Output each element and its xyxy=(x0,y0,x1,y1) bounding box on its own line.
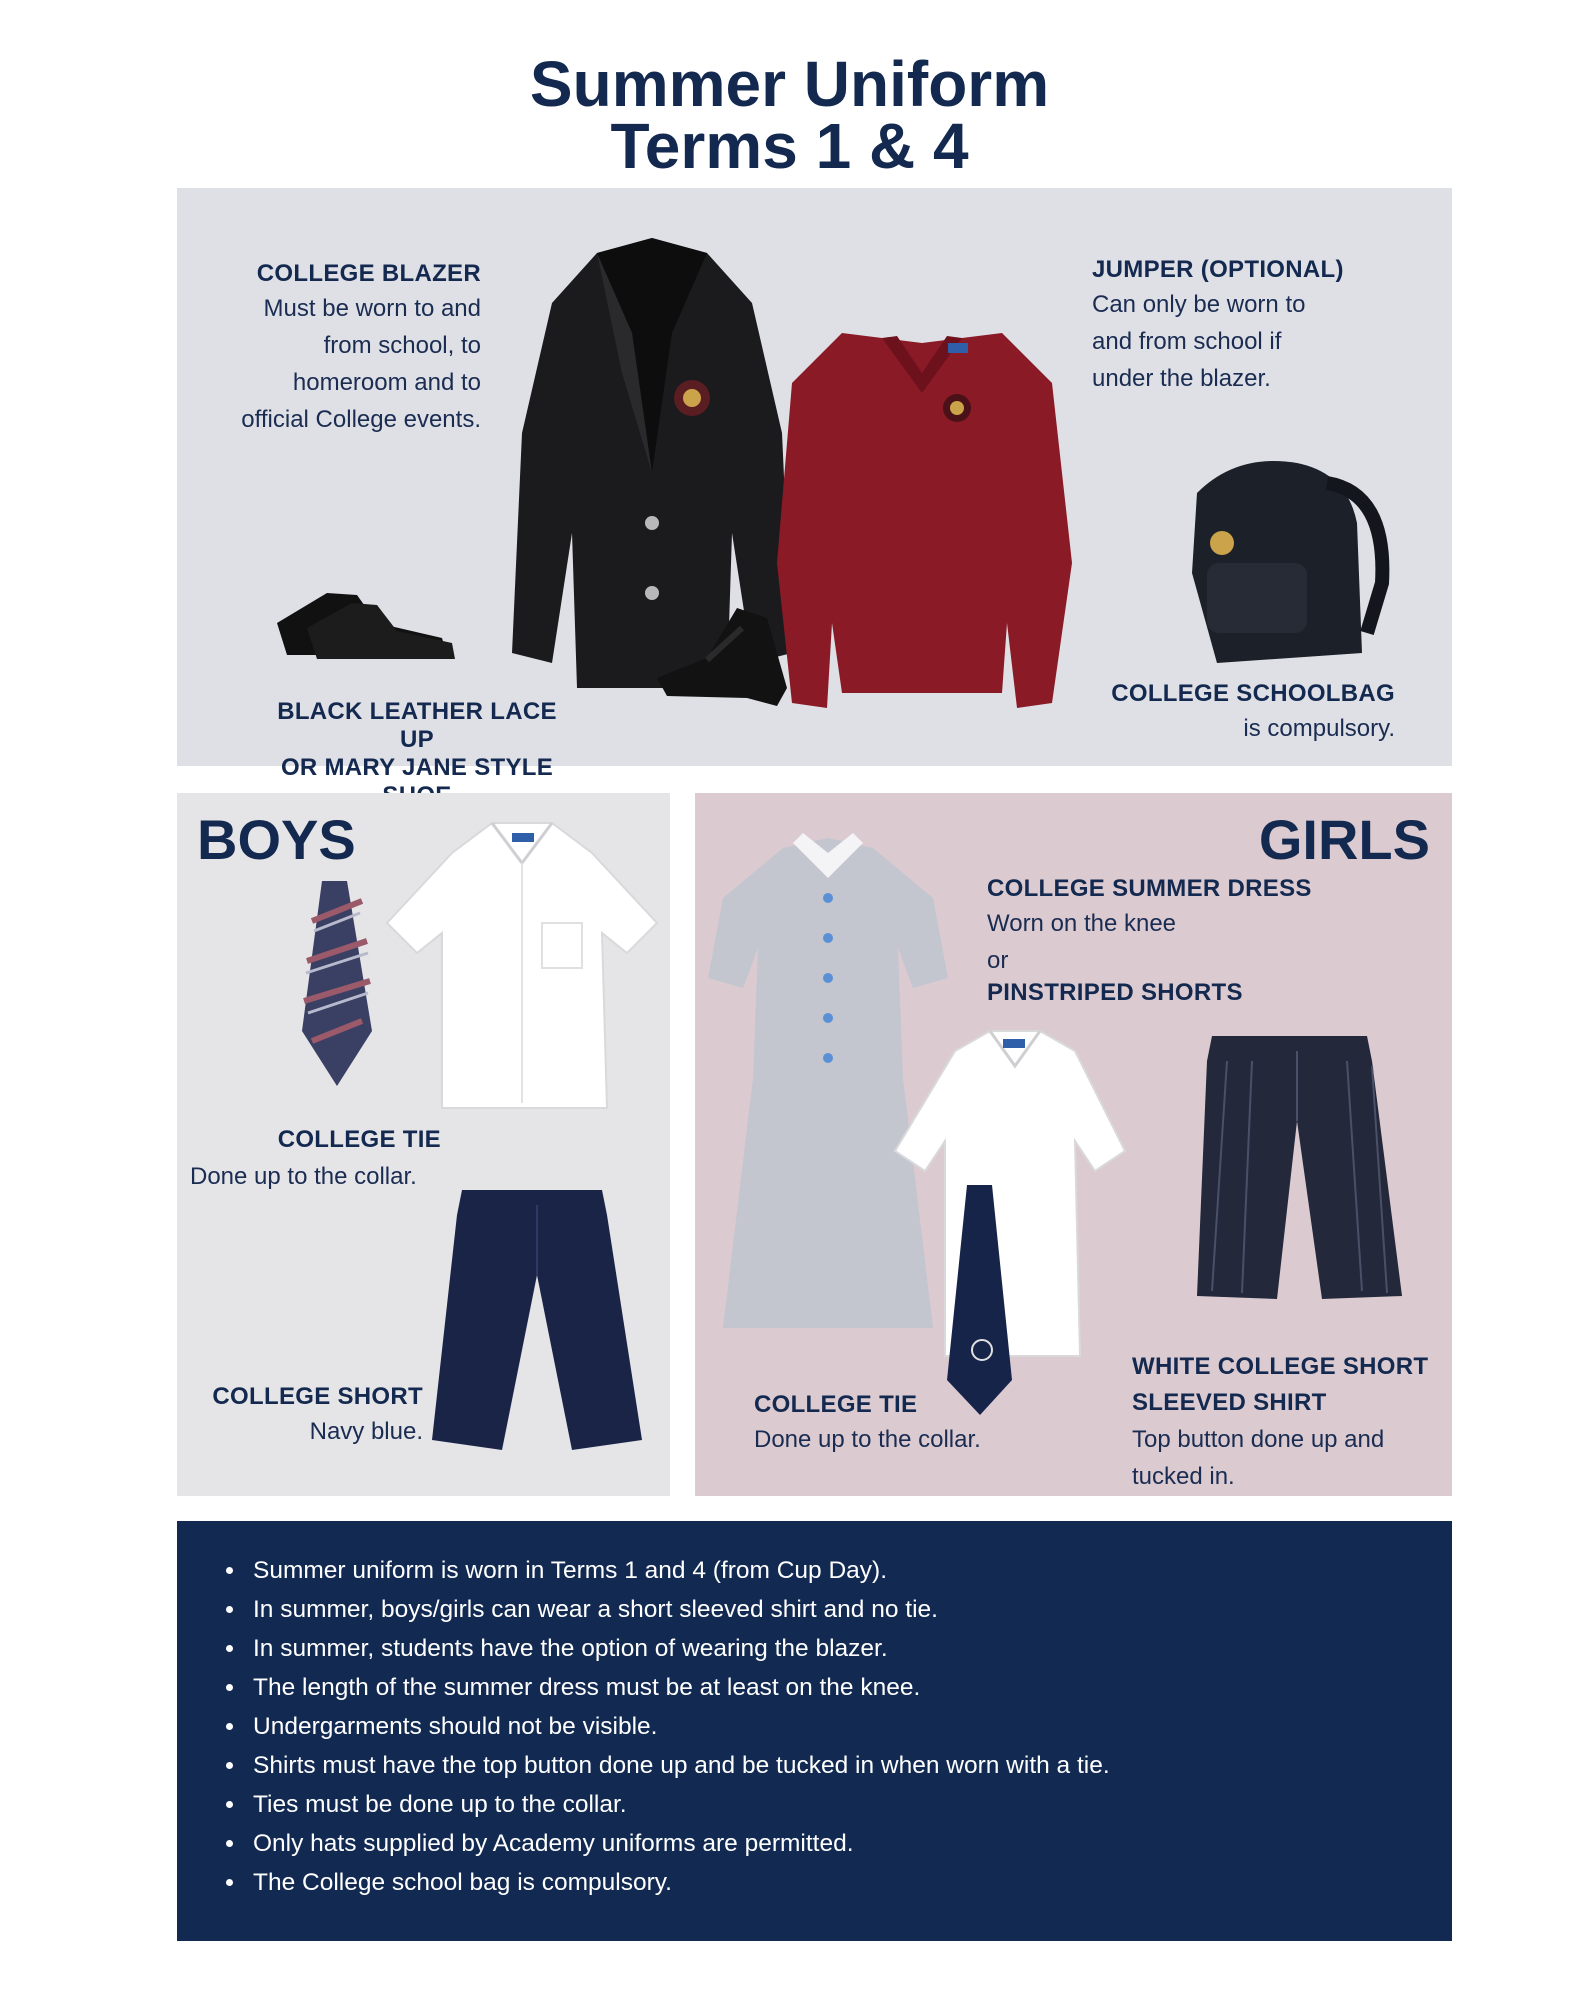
note-item: • In summer, boys/girls can wear a short sleeved shirt and no tie. xyxy=(247,1590,1427,1629)
girls-shirt-text-2: tucked in. xyxy=(1132,1463,1235,1490)
girls-tie-label: COLLEGE TIE xyxy=(754,1391,918,1418)
girls-shirt-text-1: Top button done up and xyxy=(1132,1426,1385,1453)
boys-shirt-icon xyxy=(382,813,662,1113)
pinstriped-shorts-icon xyxy=(1197,1031,1402,1301)
boys-tie-label: COLLEGE TIE xyxy=(277,1126,441,1153)
dress-label: COLLEGE SUMMER DRESS xyxy=(987,875,1312,902)
jumper-label: JUMPER (OPTIONAL) xyxy=(1092,256,1344,283)
mary-jane-shoe-icon xyxy=(647,598,797,708)
blazer-text-4: official College events. xyxy=(241,406,481,433)
boys-short-label: COLLEGE SHORT xyxy=(212,1383,423,1410)
girls-panel xyxy=(695,793,1452,1496)
boys-tie-text: Done up to the collar. xyxy=(190,1163,417,1190)
shoes-icon xyxy=(267,583,457,663)
jumper-icon xyxy=(772,323,1072,723)
jumper-text-2: and from school if xyxy=(1092,328,1282,355)
schoolbag-icon xyxy=(1177,453,1387,673)
boys-short-text: Navy blue. xyxy=(309,1418,423,1445)
blazer-text-1: Must be worn to and xyxy=(263,295,481,322)
boys-panel xyxy=(177,793,670,1496)
shoes-label-2: OR MARY JANE STYLE xyxy=(280,754,554,781)
girls-heading: GIRLS xyxy=(1258,808,1430,871)
top-panel xyxy=(177,188,1452,781)
note-item: • Shirts must have the top button done up and be tucked in when worn with a tie. xyxy=(247,1746,1427,1785)
note-item: • Undergarments should not be visible. xyxy=(247,1707,1427,1746)
page-title-line1: Summer Uniform xyxy=(529,48,1050,120)
girls-shirt-label-1: WHITE COLLEGE SHORT xyxy=(1132,1353,1429,1380)
girls-tie-icon xyxy=(947,1185,1012,1415)
jumper-text-1: Can only be worn to xyxy=(1092,291,1306,318)
girls-shirt-label-2: SLEEVED SHIRT xyxy=(1132,1389,1327,1416)
blazer-label: COLLEGE BLAZER xyxy=(256,260,481,287)
boys-heading: BOYS xyxy=(197,808,356,871)
schoolbag-text: is compulsory. xyxy=(1243,715,1395,742)
blazer-text-3: homeroom and to xyxy=(292,369,481,396)
pinstriped-shorts-label: PINSTRIPED SHORTS xyxy=(987,979,1243,1006)
girls-tie-text: Done up to the collar. xyxy=(754,1426,981,1453)
notes-panel xyxy=(177,1521,1452,1941)
boys-short-icon xyxy=(432,1185,642,1455)
note-item: • Only hats supplied by Academy uniforms are permitted. xyxy=(247,1824,1427,1863)
boys-tie-icon xyxy=(302,881,372,1086)
dress-text: Worn on the knee xyxy=(987,910,1177,937)
note-item: • The length of the summer dress must be at least on the knee. xyxy=(247,1668,1427,1707)
note-item: • The College school bag is compulsory. xyxy=(247,1863,1427,1902)
schoolbag-label: COLLEGE SCHOOLBAG xyxy=(1111,680,1395,707)
note-item: • Summer uniform is worn in Terms 1 and 4 (from Cup Day). xyxy=(247,1551,1427,1590)
notes-list xyxy=(207,1551,1427,1902)
blazer-text-2: from school, to xyxy=(323,332,481,359)
dress-or-text: or xyxy=(987,947,1009,974)
note-item: • Ties must be done up to the collar. xyxy=(247,1785,1427,1824)
page-title-line2: Terms 1 & 4 xyxy=(610,110,969,182)
note-item: • In summer, students have the option of wearing the blazer. xyxy=(247,1629,1427,1668)
shoes-label-1: BLACK LEATHER LACE UP xyxy=(277,698,557,753)
jumper-text-3: under the blazer. xyxy=(1092,365,1271,392)
